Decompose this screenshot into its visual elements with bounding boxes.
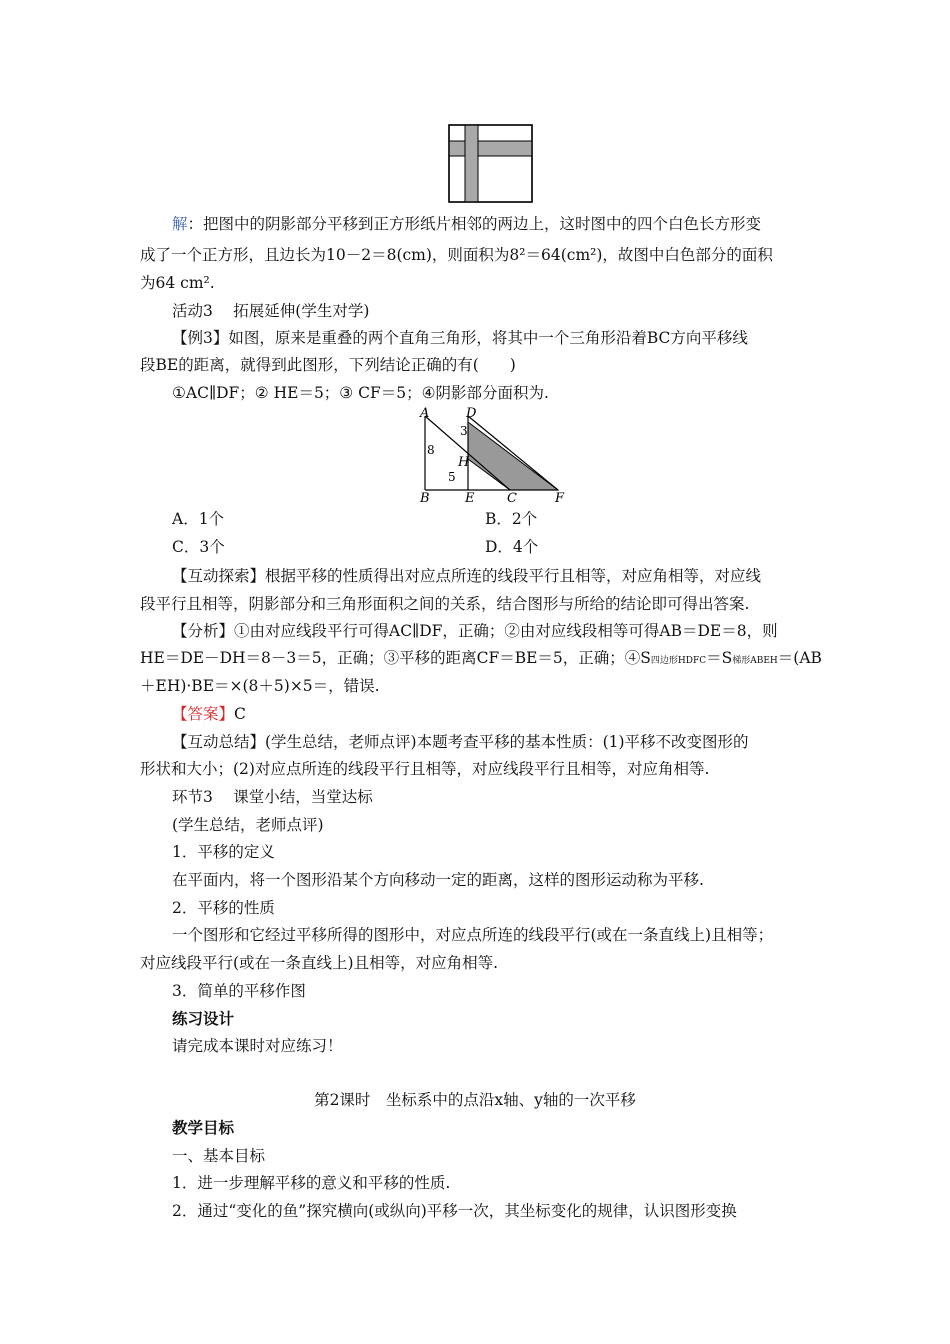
label-a: A [420,406,430,421]
practice-heading: 练习设计 [172,1009,235,1028]
summary-line-1: 【互动总结】(学生总结，老师点评)本题考查平移的基本性质：(1)平移不改变图形的 [172,733,749,751]
example-3-line-3: ①AC∥DF；② HE＝5；③ CF＝5；④阴影部分面积为. [172,384,549,402]
label-5: 5 [448,470,456,484]
label-3: 3 [460,424,468,438]
property-line-1: 一个图形和它经过平移所得的图形中，对应点所连的线段平行(或在一条直线上)且相等； [172,926,774,944]
label-8: 8 [427,443,435,457]
shaded-quadrilateral-hdfc [468,422,558,490]
shaded-horizontal-strip [449,141,532,156]
shaded-vertical-strip [465,125,478,202]
solution-line-1: 解：把图中的阴影部分平移到正方形纸片相邻的两边上，这时图中的四个白色长方形变 [172,215,762,233]
label-b: B [420,491,430,504]
review-note: (学生总结，老师点评) [172,816,324,834]
practice-text: 请完成本课时对应练习！ [172,1037,343,1055]
goal-1: 1．进一步理解平移的意义和平移的性质. [172,1174,451,1192]
label-c: C [507,491,517,504]
explore-line-2: 段平行且相等，阴影部分和三角形面积之间的关系，结合图形与所给的结论即可得出答案. [140,595,750,613]
label-f: F [555,491,565,504]
property-title: 2．平移的性质 [172,899,275,917]
label-h: H [458,455,470,470]
analysis-line-3: ＋EH)·BE＝×(8＋5)×5＝，错误. [140,677,380,695]
triangle-translation-figure [410,404,580,504]
option-b: B．2个 [485,510,538,528]
analysis-line-1: 【分析】①由对应线段平行可得AC∥DF，正确；②由对应线段相等可得AB＝DE＝8，则 [172,622,778,640]
label-e: E [465,491,475,504]
goals-heading: 教学目标 [172,1118,235,1137]
answer-label: 【答案】 [172,705,235,723]
option-a: A．1个 [172,510,225,528]
option-c: C．3个 [172,538,225,556]
summary-line-2: 形状和大小；(2)对应点所连的线段平行且相等，对应线段平行且相等，对应角相等. [140,760,710,778]
property-line-2: 对应线段平行(或在一条直线上)且相等，对应角相等. [140,954,499,972]
solution-label: 解 [172,215,188,233]
goal-2: 2．通过“变化的鱼”探究横向(或纵向)平移一次，其坐标变化的规律，认识图形变换 [172,1202,737,1220]
analysis-line-2: HE＝DE－DH＝8－3＝5，正确；③平移的距离CF＝BE＝5，正确；④S四边形HDFC＝S梯形ABEH＝(AB [140,649,822,667]
example-3-line-2: 段BE的距离，就得到此图形，下列结论正确的有( ) [140,356,516,374]
solution-line-2: 成了一个正方形，且边长为10－2＝8(cm)，则面积为8²＝64(cm²)，故图中白色部分的面积 [140,246,773,264]
activity-3-heading: 活动3 拓展延伸(学生对学) [172,302,370,320]
explore-line-1: 【互动探索】根据平移的性质得出对应点所连的线段平行且相等，对应角相等，对应线 [172,567,762,585]
square-cross-figure [448,124,534,204]
basic-goals-heading: 一、基本目标 [172,1147,266,1165]
definition-title: 1．平移的定义 [172,843,275,861]
drawing-title: 3．简单的平移作图 [172,982,306,1000]
label-d: D [466,406,477,421]
answer-value: C [234,705,246,723]
solution-line-3: 为64 cm². [140,274,215,292]
answer-line [172,704,246,724]
example-3-line-1: 【例3】如图，原来是重叠的两个直角三角形，将其中一个三角形沿着BC方向平移线 [172,329,748,347]
lesson-2-title: 第2课时 坐标系中的点沿x轴、y轴的一次平移 [314,1091,636,1109]
link-3-heading: 环节3 课堂小结，当堂达标 [172,788,373,806]
option-d: D．4个 [485,538,539,556]
definition-text: 在平面内，将一个图形沿某个方向移动一定的距离，这样的图形运动称为平移. [172,871,704,889]
